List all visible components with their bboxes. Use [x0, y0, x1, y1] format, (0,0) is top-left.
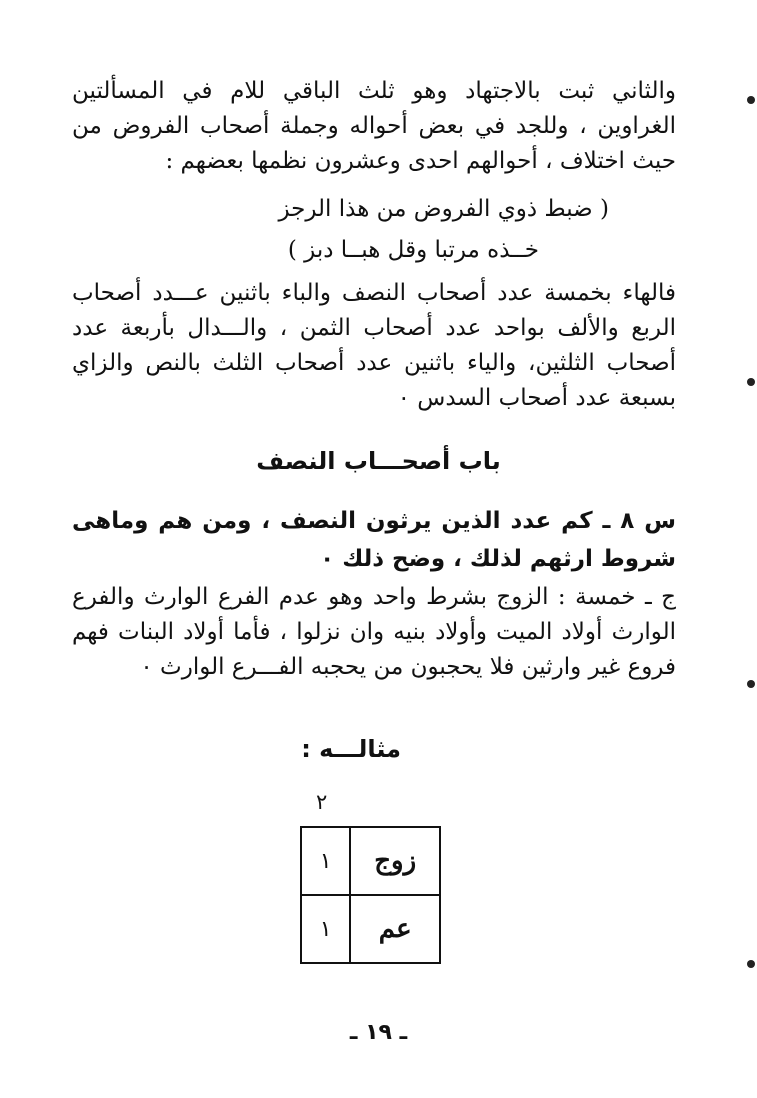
edge-mark: [747, 96, 755, 104]
question-8: س ٨ ـ كم عدد الذين يرثون النصف ، ومن هم وماهى شروط ارثهم لذلك ، وضح ذلك ٠: [72, 508, 676, 572]
paragraph-letter-values: فالهاء بخمسة عدد أصحاب النصف والباء باثنين عـــدد أصحاب الربع والألف بواحد عدد أصحاب الثمن ، والـــدال بأربعة عدد أصحاب الثلثين، والياء باثنين عدد أصحاب الثلث بالنص والزاي بسبعة عدد أصحاب السدس ٠: [72, 280, 676, 411]
edge-mark: [747, 680, 755, 688]
share-cell: ١: [301, 827, 350, 895]
example-label: مثالـــه :: [301, 735, 401, 763]
table-row: [301, 895, 440, 963]
example-table: [300, 826, 441, 964]
table-row: [301, 827, 440, 895]
section-heading: باب أصحـــاب النصف: [256, 447, 501, 475]
poem-line-2: خــذه مرتبا وقل هبــا دبز ): [287, 237, 539, 263]
heir-cell: زوج: [350, 827, 440, 895]
edge-mark: [747, 960, 755, 968]
page-number: ـ ١٩ ـ: [349, 1020, 408, 1045]
share-cell: ١: [301, 895, 350, 963]
edge-mark: [747, 378, 755, 386]
answer-8: ج ـ خمسة : الزوج بشرط واحد وهو عدم الفرع الوارث والفرع الوارث أولاد الميت وأولاد بنيه وان نزلوا ، فأما أولاد البنات فهم فروع غير وارثين فلا يحجبون من يحجبه الفـــرع الوارث ٠: [72, 584, 676, 680]
paragraph-shares-intro: والثاني ثبت بالاجتهاد وهو ثلث الباقي للام في المسألتين الغراوين ، وللجد في بعض أحواله وجملة أصحاب الفروض من حيث اختلاف ، أحوالهم احدى وعشرون نظمها بعضهم :: [72, 78, 676, 174]
example-table-base: ٢: [316, 790, 328, 814]
poem-line-1: ( ضبط ذوي الفروض من هذا الرجز: [278, 196, 609, 222]
heir-cell: عم: [350, 895, 440, 963]
